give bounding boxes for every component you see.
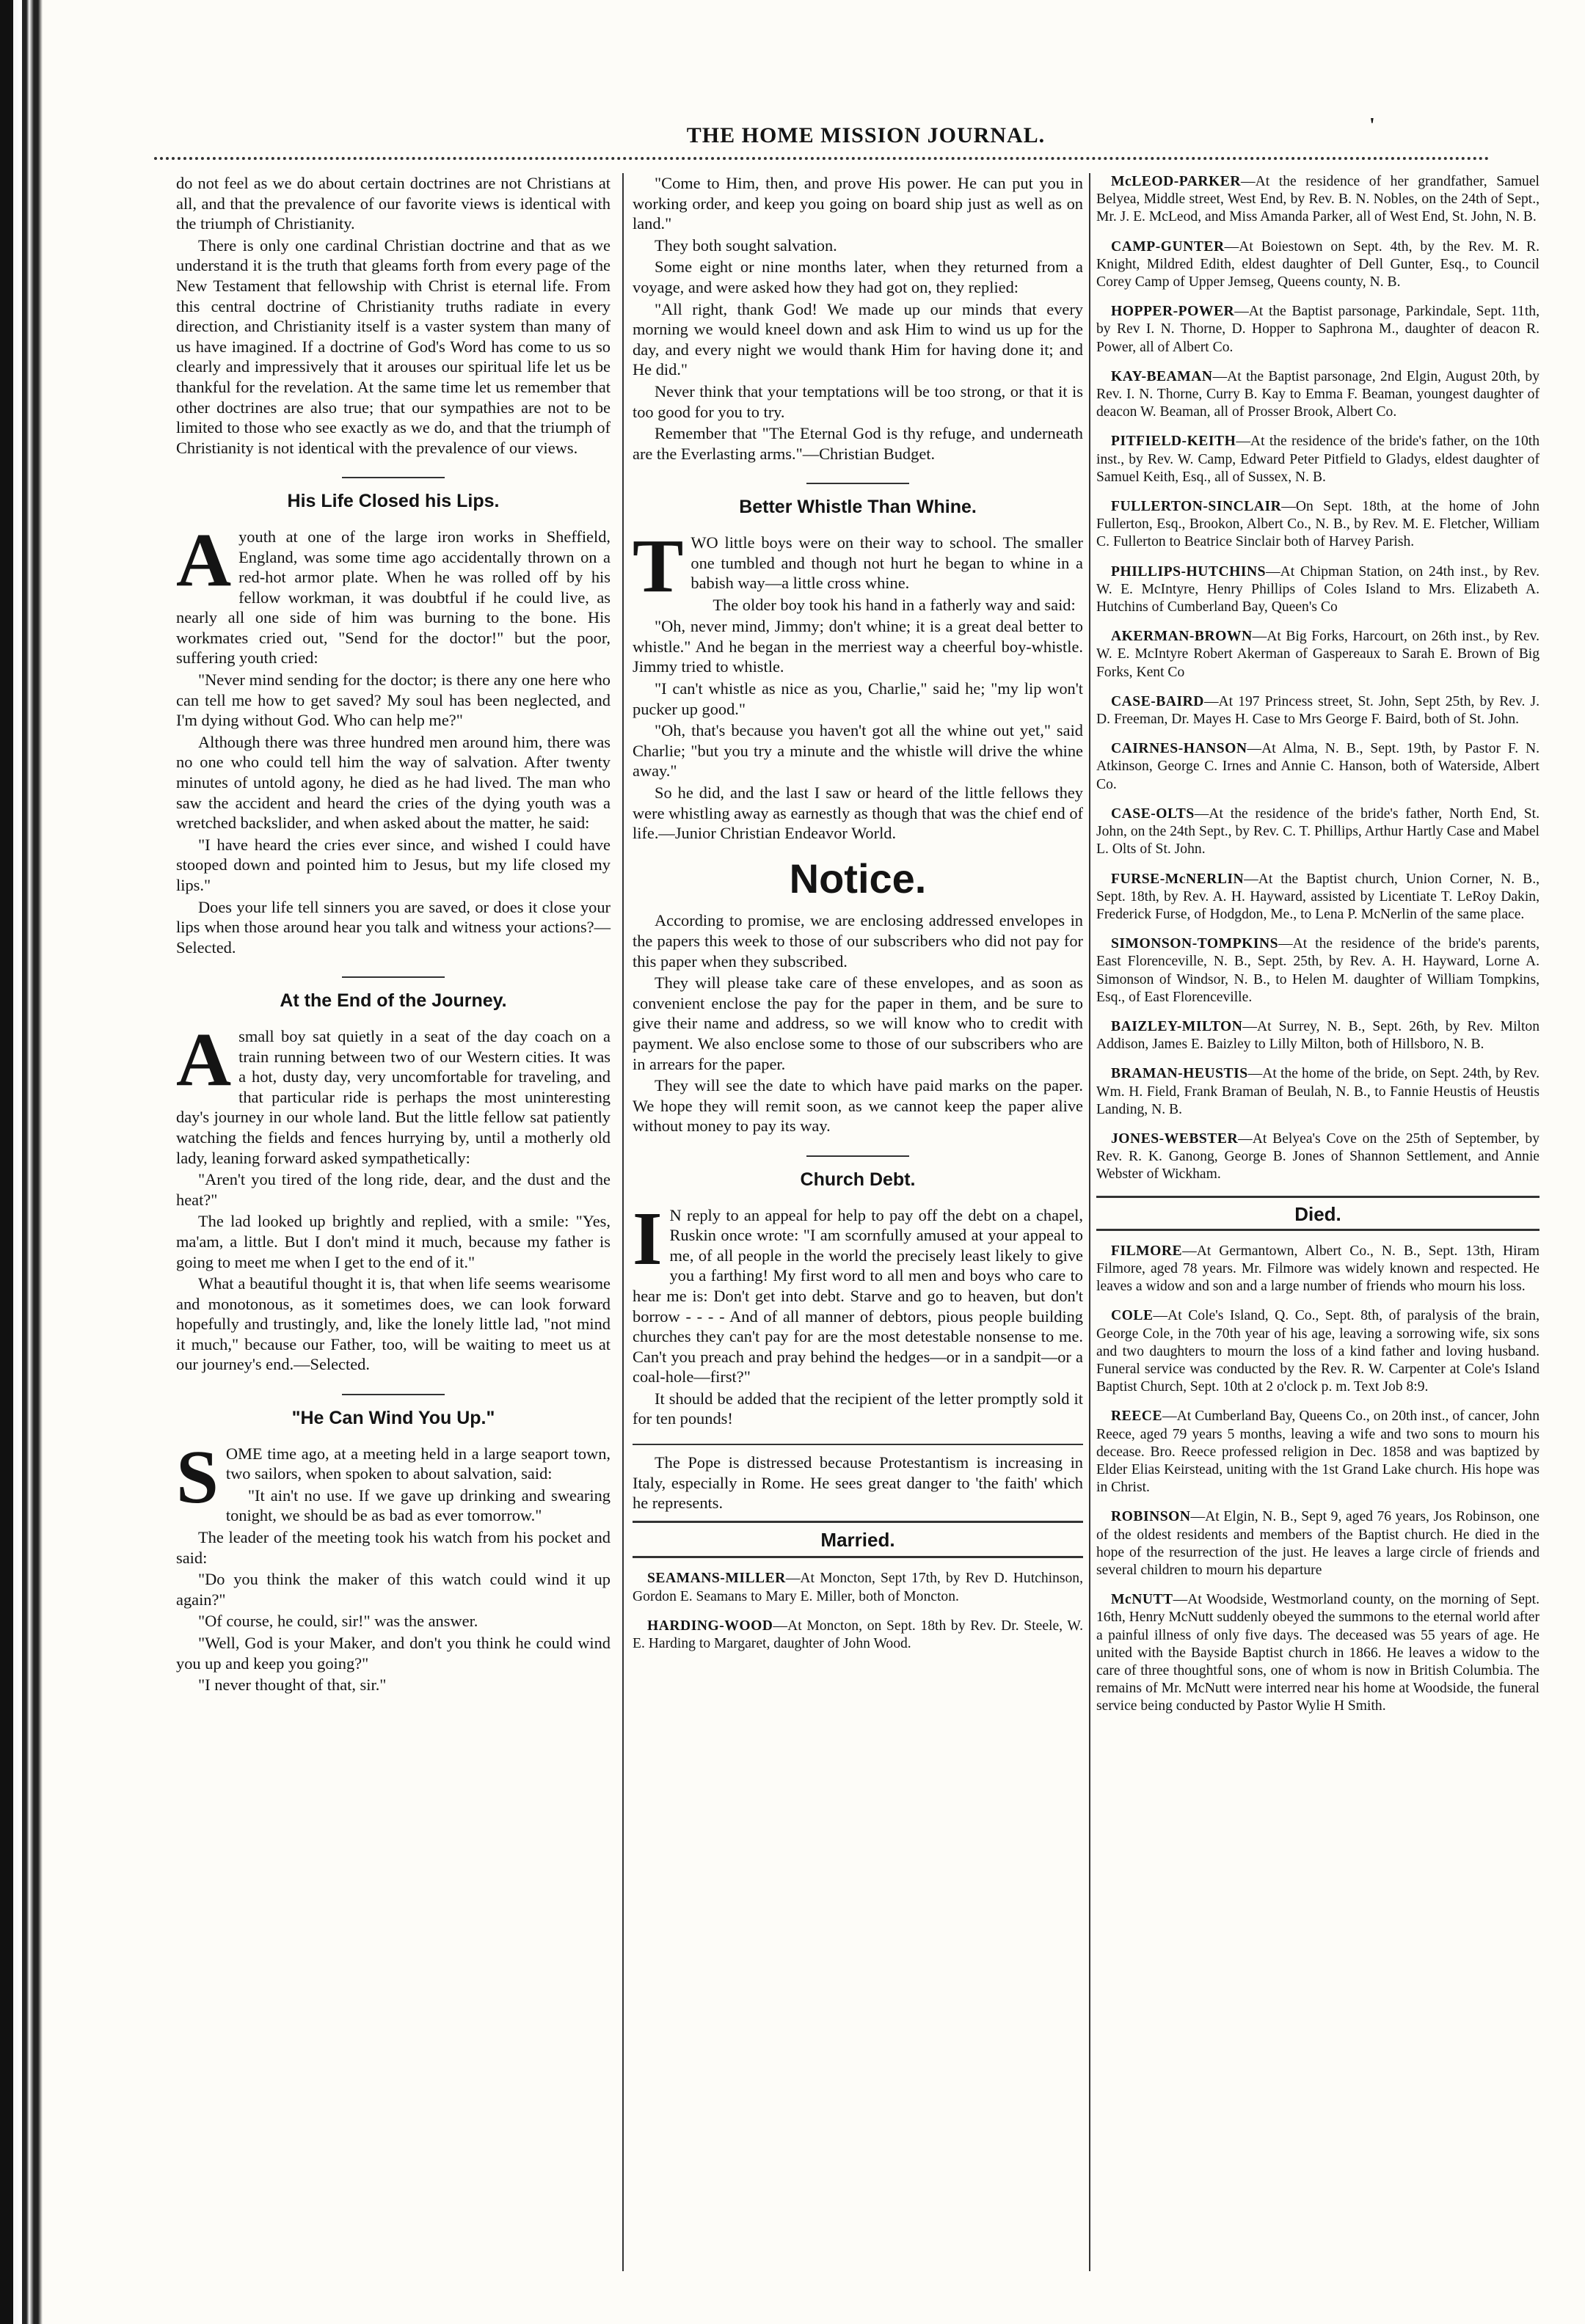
notice-names: CAIRNES-HANSON (1111, 741, 1247, 757)
notice-names: JONES-WEBSTER (1111, 1130, 1239, 1147)
notice-text: —At Moncton, Sept 17th, by Rev D. Hutchinson, Gordon E. Seamans to Mary E. Miller, both of Moncton. (633, 1571, 1083, 1604)
notice-names: BRAMAN-HEUSTIS (1111, 1066, 1248, 1082)
marriage-notice (1096, 740, 1540, 794)
article-paragraph: N reply to an appeal for help to pay off the debt on a chapel, Ruskin once wrote: "I am scornfully amused at your appeal to me, of all people in the world the precisely least likely to give you a farthing! My first word to all men and boys who care to hear me is: Don't get into debt. Starve and go to heaven, but don't borrow - - - - And of all manner of debtors, pious people building churches they can't pay for are the most detestable nonsense to me. Can't you preach and pray behind the hedges—or in a sandpit—or a coal-hole—first?" (633, 1205, 1083, 1386)
column-1 (176, 173, 611, 1697)
article-paragraph: "I never thought of that, sir." (198, 1676, 387, 1695)
page-mark: ' (1369, 114, 1375, 137)
article-paragraph: The Pope is distressed because Protestantism is increasing in Italy, especially in Rome. He sees great danger to 'the faith' which he represents. (633, 1453, 1083, 1513)
death-notice (1096, 1408, 1540, 1497)
marriage-notice (1096, 303, 1540, 357)
article-paragraph: Never think that your temptations will be too strong, or that it is too good for you to try. (633, 381, 1083, 421)
notice-text: —At the residence of the bride's father, North End, St. John, on the 24th Sept., by Rev. C. T. Phillips, Arthur Hartly Case and Mabel L. Olts of St. John. (1096, 805, 1540, 858)
notice-names: REECE (1111, 1408, 1163, 1425)
marriage-notice (1096, 628, 1540, 682)
notice-text: —At Surrey, N. B., Sept. 26th, by Rev. Milton Addison, James E. Baizley to Lilly Milton, both of Hillsboro, N. B. (1096, 1018, 1540, 1053)
notice-names: FURSE-McNERLIN (1111, 871, 1245, 887)
section-divider (342, 477, 445, 478)
article-continuation: do not feel as we do about certain doctrines are not Christians at all, and that the prevalence of our favorite views is identical with the triumph of Christianity. (176, 174, 611, 233)
marriage-notice (1096, 871, 1540, 924)
column-rule (1089, 173, 1090, 2271)
notice-text: —At the residence of the bride's father, on the 10th inst., by Rev. W. Camp, Edward Peter Pitfield to Gladys, eldest daughter of Samuel Keith, Esq., all of Sussex, N. B. (1096, 434, 1540, 485)
article-wind-you-up (176, 1434, 611, 1695)
article-end-of-journey (176, 1017, 611, 1375)
article-church-debt (633, 1196, 1083, 1430)
notice-text: —At 197 Princess street, St. John, Sept 25th, by Rev. J. D. Freeman, Dr. Mayes H. Case to Mrs George F. Baird, both of St. John. (1096, 693, 1540, 728)
article-paragraph: "Do you think the maker of this watch could wind it up again?" (176, 1570, 611, 1609)
marriage-list (1096, 173, 1540, 1184)
notice-names: FULLERTON-SINCLAIR (1111, 499, 1282, 515)
notice-text: —At Big Forks, Harcourt, on 26th inst., by Rev. W. E. McIntyre Robert Akerman of Gaspereaux to Sarah E. Brown of Big Forks, Kent Co (1096, 629, 1540, 680)
notice-text: —At the Baptist parsonage, Parkindale, Sept. 11th, by Rev I. N. Thorne, D. Hopper to Saphrona M., daughter of deacon R. Power, all of Albert Co. (1096, 304, 1540, 355)
column-3 (1096, 173, 1540, 1728)
article-paragraph: "Oh, that's because you haven't got all the whine out yet," said Charlie; "but you try a minute and the whistle will drive the whine away." (633, 721, 1083, 781)
article-paragraph: "I can't whistle as nice as you, Charlie," said he; "my lip won't pucker up good." (633, 679, 1083, 718)
notice-text: —On Sept. 18th, at the home of John Fullerton, Esq., Brookon, Albert Co., N. B., by Rev. M. E. Fletcher, William C. Fullerton to Beatrice Sinclair both of Harvey Parish. (1096, 499, 1540, 550)
article-paragraph: "Aren't you tired of the long ride, dear, and the dust and the heat?" (176, 1170, 611, 1209)
article-paragraph: Although there was three hundred men around him, there was no one who could tell him the way of salvation. After twenty minutes of untold agony, he died as he had lived. The man who saw the accident and heard the cries of the dying youth was a wretched backslider, and when asked about the matter, he said: (176, 732, 611, 833)
death-notice (1096, 1508, 1540, 1579)
article-paragraph: The leader of the meeting took his watch from his pocket and said: (176, 1528, 611, 1567)
column-2 (633, 173, 1083, 1665)
notice-names: HARDING-WOOD (647, 1618, 773, 1634)
article-paragraph: Does your life tell sinners you are saved, or does it close your lips when those around hear you talk and witness your actions?—Selected. (176, 897, 611, 957)
notice-names: PHILLIPS-HUTCHINS (1111, 563, 1267, 580)
notice-names: PITFIELD-KEITH (1111, 434, 1236, 450)
notice-text: —At Elgin, N. B., Sept 9, aged 76 years, Jos Robinson, one of the oldest residents and members of the Baptist church. He died in the hope of the resurrection of the just. He leaves a large circle of friends and several children to mourn his departure (1096, 1509, 1540, 1578)
marriage-notice (1096, 1130, 1540, 1184)
notice-names: KAY-BEAMAN (1111, 368, 1213, 384)
article-paragraph: "Of course, he could, sir!" was the answer. (198, 1612, 478, 1631)
marriage-notice (633, 1618, 1083, 1653)
notice-text: —At the residence of her grandfather, Samuel Belyea, Middle street, West End, by Rev. B. N. Nobles, on the 24th of Sept., Mr. J. E. McLeod, and Miss Amanda Parker, all of West End, St. John, N. B. (1096, 174, 1540, 225)
died-heading: Died. (1096, 1196, 1540, 1231)
article-title: "He Can Wind You Up." (291, 1408, 495, 1429)
section-divider (806, 1155, 909, 1157)
notice-text: —At Cumberland Bay, Queens Co., on 20th inst., of cancer, John Reece, aged 79 years 5 months, leaving a wife and two sons to mourn his decease. Bro. Reece professed religion in Dec. 1858 and was baptized by Elder Elias Keirstead, uniting with the 1st Grand Lake church. His hope was in Christ. (1096, 1408, 1540, 1496)
marriage-notice (1096, 1065, 1540, 1119)
marriage-notice (1096, 563, 1540, 617)
article-paragraph: "I have heard the cries ever since, and wished I could have stooped down and pointed him to Jesus, but my life closed my lips." (176, 835, 611, 894)
notice-heading: Notice. (789, 855, 927, 902)
notice-text: —At the Baptist parsonage, 2nd Elgin, August 20th, by Rev. I. N. Thorne, Curry B. Kay to Emma F. Beaman, youngest daughter of deacon W. Beaman, all of Prosser Brook, Albert Co. (1096, 368, 1540, 420)
article-paragraph: So he did, and the last I saw or heard of the little fellows they were whistling away as earnestly as though that was the chief end of life.—Junior Christian Endeavor World. (633, 783, 1083, 843)
drop-cap: T (633, 523, 684, 608)
death-notice (1096, 1591, 1540, 1715)
notice-text: —At the residence of the bride's parents, East Florenceville, N. B., Sept. 25th, by Rev. A. H. Hayward, Lorne A. Simonson of Windsor, N. B., to Helen M. daughter of William Tompkins, Esq., of East Florenceville. (1096, 936, 1540, 1005)
article-paragraph: What a beautiful thought it is, that when life seems wearisome and monotonous, as it sometimes does, we can look forward hopefully and trustingly, and, like the lonely little lad, "not mind it much," because our Father, too, will be waiting to meet us at our journey's end.—Selected. (176, 1274, 611, 1374)
masthead: THE HOME MISSION JOURNAL. (686, 123, 1046, 147)
section-divider (806, 483, 909, 484)
column-rule (622, 173, 624, 2271)
article-life-closed-lips (176, 517, 611, 957)
notice-names: McNUTT (1111, 1592, 1173, 1608)
notice-text: —At Germantown, Albert Co., N. B., Sept. 13th, Hiram Filmore, aged 78 years. Mr. Filmore was widely known and respected. He leaves a widow and son and a large number of friends who mourn his loss. (1096, 1243, 1540, 1295)
article-title: Better Whistle Than Whine. (739, 497, 977, 518)
notice-names: HOPPER-POWER (1111, 304, 1235, 320)
notice-text: —At Alma, N. B., Sept. 19th, by Pastor F. N. Atkinson, George C. Irnes and Annie C. Hanson, both of Waterside, Albert Co. (1096, 741, 1540, 792)
binding-edge (0, 0, 43, 2324)
notice-text: —At Belyea's Cove on the 25th of September, by Rev. R. K. Ganong, George B. Jones of Shannon Settlement, and Annie Webster of Wickham. (1096, 1130, 1540, 1183)
drop-cap: A (176, 1017, 232, 1102)
article-paragraph: "Come to Him, then, and prove His power. He can put you in working order, and keep you going on board ship just as well as on land." (633, 174, 1083, 233)
article-paragraph: Some eight or nine months later, when they returned from a voyage, and were asked how they had got on, they replied: (633, 257, 1083, 296)
article-title: His Life Closed his Lips. (287, 491, 500, 512)
drop-cap: A (176, 517, 232, 602)
article-title: At the End of the Journey. (280, 990, 507, 1012)
notice-text: —At Chipman Station, on 24th inst., by Rev. W. E. McIntyre, Henry Phillips of Coles Island to Mrs. Elizabeth A. Hutchins of Cumberland Bay, Queen's Co (1096, 563, 1540, 615)
death-list (1096, 1243, 1540, 1716)
article-paragraph: "It ain't no use. If we gave up drinking and swearing tonight, we should be as bad as ever tomorrow." (225, 1486, 611, 1525)
notice-text: —At Woodside, Westmorland county, on the morning of Sept. 16th, Henry McNutt suddenly obeyed the summons to the eternal world after a painful illness of only five days. The deceased was 55 years of age. He united with the Bayside Baptist church in 1866. He leaves a widow to the care of three thoughtful sons, one of whom is now in British Columbia. The remains of Mr. McNutt were interred near his home at Woodside, the funeral service being conducted by Pastor Wylie H Smith. (1096, 1592, 1540, 1714)
marriage-notice (1096, 433, 1540, 486)
section-divider (342, 1394, 445, 1395)
married-heading: Married. (633, 1521, 1083, 1559)
section-divider (633, 1444, 1083, 1445)
notice-text: —At the home of the bride, on Sept. 24th, by Rev. Wm. H. Field, Frank Braman of Beulah, N. B., to Fannie Heustis of Heustis Landing, N. B. (1096, 1066, 1540, 1117)
notice-paragraph: They will please take care of these envelopes, and as soon as convenient enclose the pay for the paper in them, and be sure to give their name and address, so we will know who to credit with payment. We also enclose some to those of our subscribers who are in arrears for the paper. (633, 973, 1083, 1073)
notice-paragraph: According to promise, we are enclosing addressed envelopes in the papers this week to those of our subscribers who did not pay for this paper when they subscribed. (633, 911, 1083, 971)
marriage-notice (1096, 693, 1540, 728)
marriage-notice (1096, 805, 1540, 859)
death-notice (1096, 1307, 1540, 1396)
marriage-notice (1096, 935, 1540, 1006)
article-paragraph: "Oh, never mind, Jimmy; don't whine; it is a great deal better to whistle." And he began in the merriest way a cheerful boy-whistle. Jimmy tried to whistle. (633, 617, 1083, 676)
marriage-notice (1096, 238, 1540, 292)
article-paragraph: The lad looked up brightly and replied, with a smile: "Yes, ma'am, a little. But I don't mind it much, because my father is going to meet me when I get to the end of it." (176, 1212, 611, 1271)
marriage-notice (1096, 498, 1540, 552)
notice-names: ROBINSON (1111, 1509, 1191, 1525)
death-notice (1096, 1243, 1540, 1296)
article-paragraph: There is only one cardinal Christian doctrine and that as we understand it is the truth that gleams forth from every page of the New Testament that fellowship with Christ is eternal life. From this central doctrine of Christianity truths radiate in every direction, and Christianity itself is a vaster system than many of us have imagined. If a doctrine of God's Word has come to us so clearly and impressively that it arouses our spiritual life let us be thankful for the revelation. At the same time let us remember that other doctrines are also true; that our sympathies are not to be limited to those who see exactly as we do, and that the triumph of Christianity is not identical with the prevalence of our views. (176, 235, 611, 457)
notice-text: —At Moncton, on Sept. 18th by Rev. Dr. Steele, W. E. Harding to Margaret, daughter of John Wood. (633, 1618, 1083, 1652)
notice-names: McLEOD-PARKER (1111, 174, 1242, 189)
notice-text: —At the Baptist church, Union Corner, N. B., Sept. 18th, by Rev. A. H. Hayward, assisted by Licentiate T. LeRoy Dakin, Frederick Furse, of Hodgdon, Me., to Lena P. McNerlin of the same place. (1096, 871, 1540, 922)
article-paragraph: small boy sat quietly in a seat of the day coach on a train running between two of our Western cities. It was a hot, dusty day, very uncomfortable for traveling, and that particular ride is perhaps the most uninteresting day's journey in our whole land. But the little fellow sat patiently watching the fields and fences hurrying by, until a motherly old lady, leaning forward asked sympathetically: (176, 1026, 611, 1167)
article-paragraph: Remember that "The Eternal God is thy refuge, and underneath are the Everlasting arms."—Christian Budget. (633, 424, 1083, 463)
article-paragraph: "All right, thank God! We made up our minds that every morning we would kneel down and ask Him to wind us up for the day, and every night we would thank Him for having done it; and He did." (633, 299, 1083, 379)
notice-names: COLE (1111, 1308, 1154, 1324)
marriage-notice (1096, 173, 1540, 227)
marriage-notice (1096, 1018, 1540, 1053)
drop-cap: S (176, 1434, 219, 1519)
marriage-notice (633, 1570, 1083, 1605)
notice-names: CASE-BAIRD (1111, 693, 1204, 709)
notice-text: —At Boiestown on Sept. 4th, by the Rev. M. R. Knight, Mildred Edith, eldest daughter of Dell Gunter, Esq., to Council Corey Camp of Upper Jemseg, Queens county, N. B. (1096, 238, 1540, 290)
article-whistle-whine (633, 523, 1083, 844)
notice-names: AKERMAN-BROWN (1111, 629, 1253, 645)
article-paragraph: "Never mind sending for the doctor; is there any one here who can tell me how to get saved? My soul has been neglected, and I'm dying without God. Who can help me?" (176, 670, 611, 730)
notice-names: CASE-OLTS (1111, 805, 1195, 822)
header-rule (154, 157, 1490, 160)
article-paragraph: The older boy took his hand in a fatherly way and said: (713, 595, 1076, 614)
notice-names: SIMONSON-TOMPKINS (1111, 936, 1279, 952)
article-paragraph: "Well, God is your Maker, and don't you think he could wind you up and keep you going?" (176, 1634, 611, 1673)
notice-names: BAIZLEY-MILTON (1111, 1018, 1243, 1034)
article-paragraph: WO little boys were on their way to school. The smaller one tumbled and though not hurt he began to whine in a babish way—a little cross whine. (691, 533, 1083, 593)
notice-text: —At Cole's Island, Q. Co., Sept. 8th, of paralysis of the brain, George Cole, in the 70th year of his age, leaving a sorrowing wife, six sons and two daughters to mourn the loss of a kind father and loving husband. Funeral service was conducted by the Rev. R. W. Carpenter at Cole's Island Baptist Church, Sept. 10th at 2 o'clock p. m. Text Job 8:9. (1096, 1308, 1540, 1395)
notice-names: SEAMANS-MILLER (647, 1571, 786, 1587)
section-divider (342, 976, 445, 978)
notice-names: FILMORE (1111, 1243, 1183, 1259)
notice-paragraph: They will see the date to which have paid marks on the paper. We hope they will remit soon, as we cannot keep the paper alive without money to pay its way. (633, 1076, 1083, 1136)
article-paragraph: It should be added that the recipient of the letter promptly sold it for ten pounds! (633, 1389, 1083, 1428)
article-paragraph: They both sought salvation. (655, 235, 837, 255)
article-paragraph: OME time ago, at a meeting held in a large seaport town, two sailors, when spoken to about salvation, said: (225, 1444, 611, 1483)
marriage-notice (1096, 368, 1540, 422)
article-title: Church Debt. (800, 1169, 916, 1190)
notice-names: CAMP-GUNTER (1111, 238, 1225, 255)
article-paragraph: youth at one of the large iron works in Sheffield, England, was some time ago accidentally thrown on a red-hot armor plate. When he was rolled off by his fellow workman, it was doubtful if he could live, as nearly all one side of him was burning to the bone. His workmates cried out, "Send for the doctor!" but the poor, suffering youth cried: (176, 527, 611, 668)
drop-cap: I (633, 1196, 663, 1281)
